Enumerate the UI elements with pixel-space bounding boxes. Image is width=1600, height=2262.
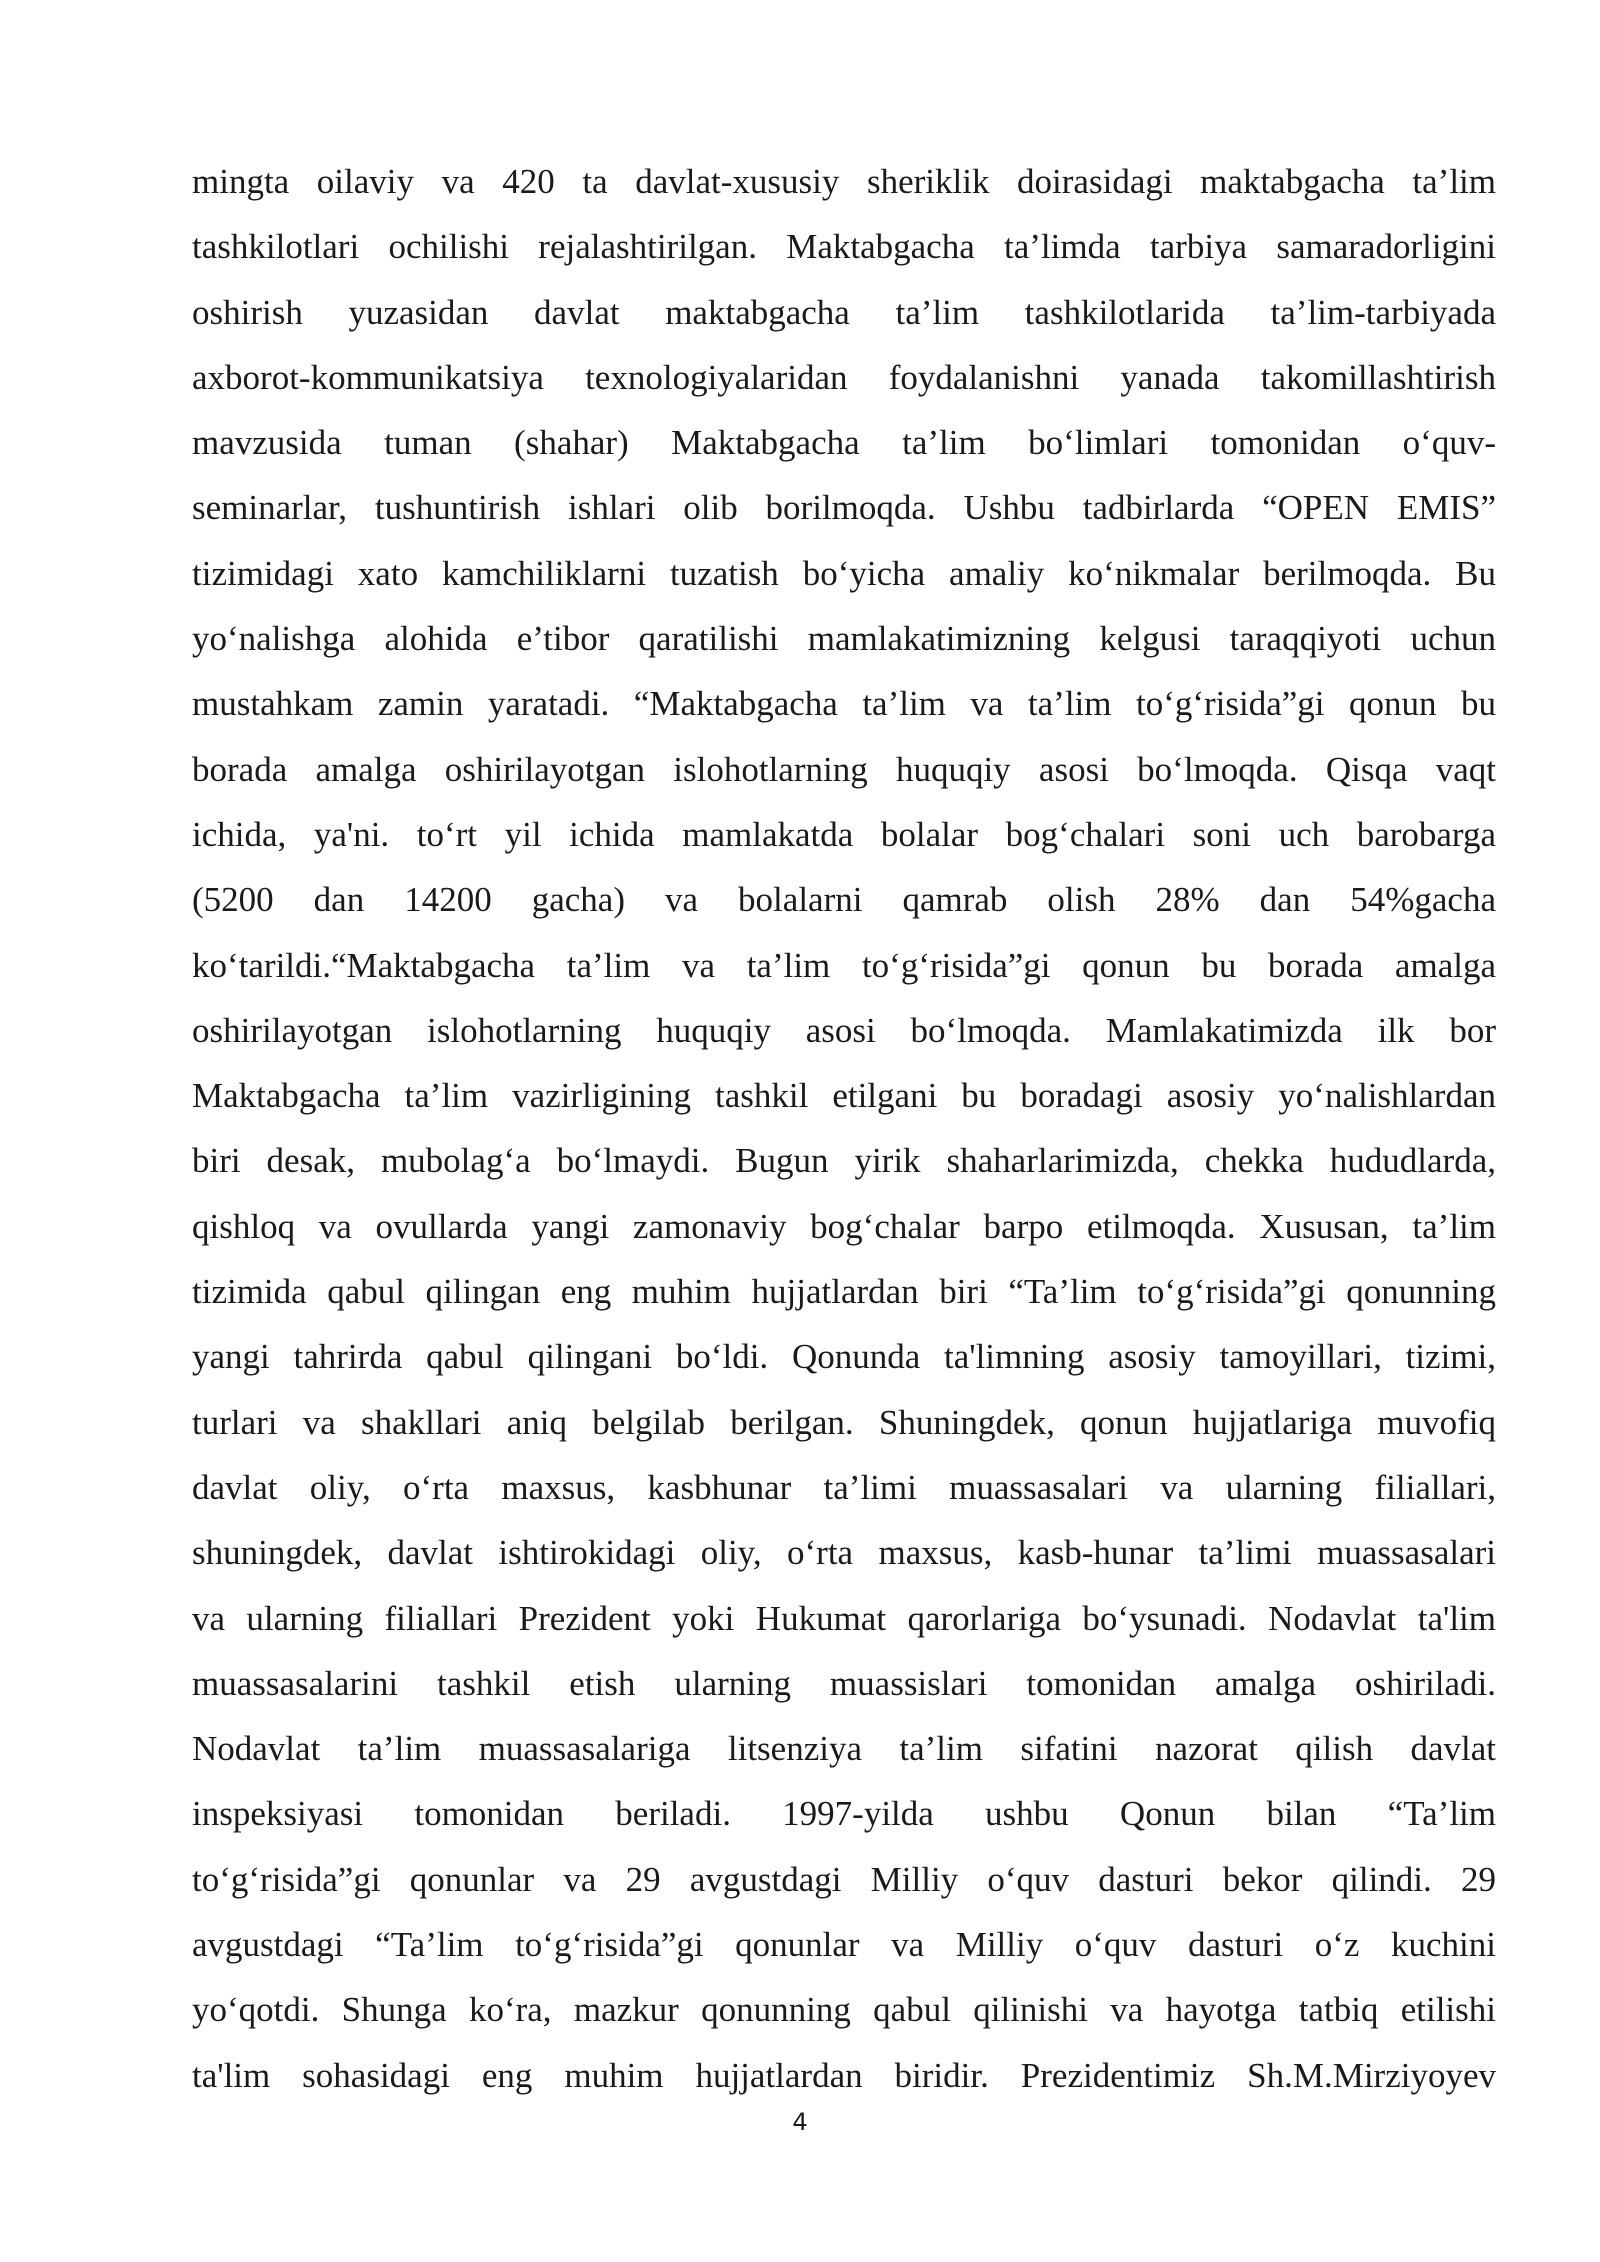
text-line: shuningdek, davlat ishtirokidagi oliy, o‘rta maxsus, kasb-hunar ta’limi muassasalari <box>192 1533 1496 1573</box>
text-line: mingta oilaviy va 420 ta davlat-xususiy sheriklik doirasidagi maktabgacha ta’lim <box>192 162 1496 201</box>
text-line: mavzusida tuman (shahar) Maktabgacha ta’lim bo‘limlari tomonidan o‘quv- <box>192 423 1496 463</box>
text-line: yo‘nalishga alohida e’tibor qaratilishi mamlakatimizning kelgusi taraqqiyoti uchun <box>192 619 1496 659</box>
text-line: oshirilayotgan islohotlarning huquqiy asosi bo‘lmoqda. Mamlakatimizda ilk bor <box>192 1010 1496 1050</box>
text-line: tizimidagi xato kamchiliklarni tuzatish bo‘yicha amaliy ko‘nikmalar berilmoqda. Bu <box>192 553 1496 593</box>
text-line: ta'lim sohasidagi eng muhim hujjatlardan biridir. Prezidentimiz Sh.M.Mirziyoyev <box>192 2055 1496 2095</box>
text-line: (5200 dan 14200 gacha) va bolalarni qamrab olish 28% dan 54%gacha <box>192 880 1496 920</box>
text-line: Nodavlat ta’lim muassasalariga litsenziya ta’lim sifatini nazorat qilish davlat <box>192 1729 1496 1769</box>
text-line: seminarlar, tushuntirish ishlari olib borilmoqda. Ushbu tadbirlarda “OPEN EMIS” <box>192 488 1496 528</box>
text-line: inspeksiyasi tomonidan beriladi. 1997-yilda ushbu Qonun bilan “Ta’lim <box>192 1794 1496 1834</box>
text-line: borada amalga oshirilayotgan islohotlarning huquqiy asosi bo‘lmoqda. Qisqa vaqt <box>192 749 1496 789</box>
text-line: mustahkam zamin yaratadi. “Maktabgacha ta’lim va ta’lim to‘g‘risida”gi qonun bu <box>192 684 1496 724</box>
text-line: qishloq va ovullarda yangi zamonaviy bog‘chalar barpo etilmoqda. Xususan, ta’lim <box>192 1206 1496 1246</box>
text-line: davlat oliy, o‘rta maxsus, kasbhunar ta’limi muassasalari va ularning filiallari, <box>192 1467 1496 1507</box>
text-line: oshirish yuzasidan davlat maktabgacha ta’lim tashkilotlarida ta’lim-tarbiyada <box>192 292 1496 332</box>
body-paragraph <box>192 149 1496 2108</box>
text-line: muassasalarini tashkil etish ularning muassislari tomonidan amalga oshiriladi. <box>192 1663 1496 1703</box>
text-line: axborot-kommunikatsiya texnologiyalaridan foydalanishni yanada takomillashtirish <box>192 357 1496 397</box>
text-line: ichida, ya'ni. to‘rt yil ichida mamlakatda bolalar bog‘chalari soni uch barobarga <box>192 814 1496 854</box>
page-number: 4 <box>792 2108 808 2136</box>
text-line: tizimida qabul qilingan eng muhim hujjatlardan biri “Ta’lim to‘g‘risida”gi qonunning <box>192 1272 1496 1312</box>
text-line: va ularning filiallari Prezident yoki Hukumat qarorlariga bo‘ysunadi. Nodavlat ta'lim <box>192 1598 1496 1638</box>
text-line: yangi tahrirda qabul qilingani bo‘ldi. Qonunda ta'limning asosiy tamoyillari, tizimi, <box>192 1337 1496 1377</box>
text-line: tashkilotlari ochilishi rejalashtirilgan. Maktabgacha ta’limda tarbiya samaradorligini <box>192 227 1496 267</box>
text-line: yo‘qotdi. Shunga ko‘ra, mazkur qonunning qabul qilinishi va hayotga tatbiq etilishi <box>192 1990 1496 2030</box>
text-line: ko‘tarildi.“Maktabgacha ta’lim va ta’lim to‘g‘risida”gi qonun bu borada amalga <box>192 945 1496 985</box>
text-line: biri desak, mubolag‘a bo‘lmaydi. Bugun yirik shaharlarimizda, chekka hududlarda, <box>192 1141 1496 1181</box>
text-line: Maktabgacha ta’lim vazirligining tashkil etilgani bu boradagi asosiy yo‘nalishlardan <box>192 1076 1496 1116</box>
text-line: turlari va shakllari aniq belgilab berilgan. Shuningdek, qonun hujjatlariga muvofiq <box>192 1402 1496 1442</box>
text-line: avgustdagi “Ta’lim to‘g‘risida”gi qonunlar va Milliy o‘quv dasturi o‘z kuchini <box>192 1925 1496 1965</box>
text-line: to‘g‘risida”gi qonunlar va 29 avgustdagi Milliy o‘quv dasturi bekor qilindi. 29 <box>192 1859 1496 1899</box>
